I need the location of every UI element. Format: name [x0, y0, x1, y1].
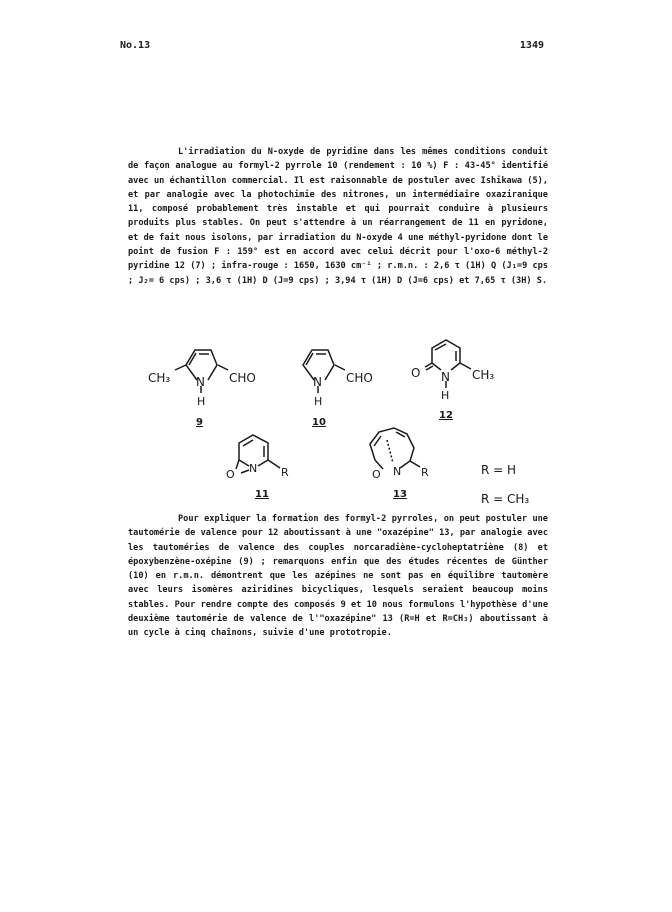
structure-12 [411, 340, 494, 421]
paragraph-2-text: Pour expliquer la formation des formyl-2 pyrroles, on peut postuler une tautomérie de valence pour 12 aboutissant à une "oxazépine" 13, par analogie avec les tautoméries de valence des couples norcaradiène-cycloheptatriène (8) et époxybenzène-oxépine (9) ; remarquons enfin que des études récentes de Günther (10) en r.m.n. démontrent que les azépines ne sont pas en équilibre tautomère avec leurs isomères aziridines bicycliques, lesquels seraient beaucoup moins stables. Pour rendre compte des composés 9 et 10 nous formulons l'hypothèse d'une deuxième tautomérie de valence de l'"oxazépine" 13 (R=H et R=CH₃) aboutissant à un cycle à cinq chaînons, suivie d'une prototropie. [128, 514, 548, 639]
c12-number: 12 [439, 410, 453, 421]
c13-n: N [393, 465, 402, 478]
c9-n: N [196, 375, 205, 389]
legend-r-h: R = H [481, 463, 517, 477]
c9-number: 9 [196, 417, 203, 428]
page-number: 1349 [519, 40, 544, 51]
structure-9 [148, 350, 256, 428]
legend-r-ch3: R = CH₃ [481, 492, 530, 506]
c10-n: N [313, 375, 322, 389]
c11-number: 11 [255, 489, 269, 500]
c9-ch3: CH₃ [148, 371, 171, 385]
c11-n: N [249, 462, 258, 475]
c12-ch3: CH₃ [472, 368, 495, 382]
c10-h: H [314, 395, 323, 408]
c13-number: 13 [393, 489, 407, 500]
c11-o: O [226, 468, 235, 481]
c13-o: O [372, 468, 381, 481]
structure-10 [303, 350, 373, 428]
structure-13 [370, 428, 429, 500]
c11-r: R [281, 466, 289, 479]
c12-o: O [411, 366, 421, 380]
structure-11 [226, 435, 289, 500]
c9-cho: CHO [229, 371, 256, 385]
c10-cho: CHO [346, 371, 373, 385]
c12-h: H [441, 389, 450, 402]
paragraph-1-text: L'irradiation du N-oxyde de pyridine dans les mêmes conditions conduit de façon analogue au formyl-2 pyrrole 10 (rendement : 10 %) F : 43-45° identifié avec un échantillon commercial. Il est raisonnable de postuler avec Ishikawa (5), et par analogie avec la photochimie des nitrones, un intermédiaire oxaziranique 11, composé probablement très instable et qui pourrait conduire à plusieurs produits plus stables. On peut s'attendre à un réarrangement de 11 en pyridone, et de fait nous isolons, par irradiation du N-oxyde 4 une méthyl-pyridone dont le point de fusion F : 159° est en accord avec celui décrit pour l'oxo-6 méthyl-2 pyridine 12 (7) ; infra-rouge : 1650, 1630 cm⁻¹ ; r.m.n. : 2,6 τ (1H) Q (J₁=9 cps ; J₂= 6 cps) ; 3,6 τ (1H) D (J=9 cps) ; 3,94 τ (1H) D (J=6 cps) et 7,65 τ (3H) S. [128, 147, 548, 286]
paragraph-2 [128, 512, 548, 641]
substituent-legend [481, 463, 529, 506]
c13-r: R [421, 466, 429, 479]
c12-n: N [441, 370, 450, 384]
journal-issue: No.13 [120, 40, 151, 51]
c9-h: H [197, 395, 206, 408]
c10-number: 10 [312, 417, 326, 428]
